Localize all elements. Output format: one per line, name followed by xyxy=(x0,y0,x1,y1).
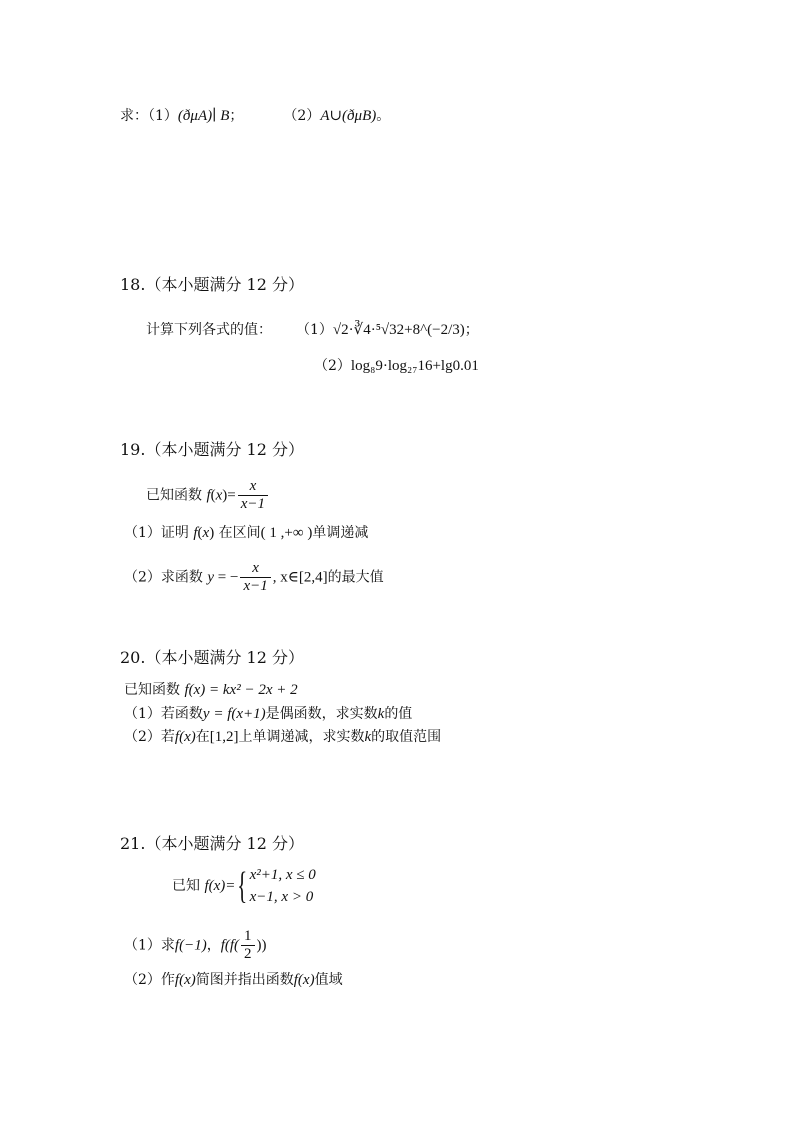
q21-p1-a: f(−1) xyxy=(174,937,207,954)
q21-heading: 21.（本小题满分 12 分） xyxy=(120,834,304,853)
q19-p2-fraction: $\frac{x}{x-1}$ xyxy=(240,560,270,595)
q21-p1-b-pre: f(f( xyxy=(220,937,240,954)
q19-p2-end: 的最大值 xyxy=(327,569,384,586)
q21-given-prefix: 已知 xyxy=(172,878,200,894)
q20-p2-label: （2）若 xyxy=(124,729,175,745)
q20-p2-expr: f(x) xyxy=(174,729,196,745)
q21-p1-den: 2 xyxy=(241,945,255,963)
q19-given-fraction: $\frac{x}{x-1}$ xyxy=(238,478,268,513)
q21-piecewise xyxy=(204,864,315,908)
q18-p2-label: （2） xyxy=(314,358,351,374)
q19-given-paren: (x)= xyxy=(210,487,236,504)
q20-given-expr: f(x) = kx² − 2x + 2 xyxy=(184,682,298,698)
q20-p2-end: 的取值范围 xyxy=(371,729,442,745)
q20-p1-mid: 是偶函数，求实数 xyxy=(265,706,378,722)
q20-p2-mid2: 上单调递减，求实数 xyxy=(238,729,365,745)
q17-part2: A∪(ðμB) xyxy=(320,108,377,124)
q21-p1-sep: ， xyxy=(206,937,221,954)
q21-p1-num: 1 xyxy=(244,928,252,944)
q19-p1-label: （1）证明 xyxy=(124,525,189,541)
q19-p2-label: （2）求函数 xyxy=(124,569,203,586)
q21-p2-label: （2）作 xyxy=(124,972,175,988)
q21-p1 xyxy=(124,928,267,963)
q20-p1-expr: y = f(x+1) xyxy=(202,706,266,722)
q21-given xyxy=(172,864,316,908)
q21-p2-f2: f(x) xyxy=(293,972,315,988)
q19-p2-y: y = − xyxy=(207,569,239,586)
q19-p1 xyxy=(124,523,368,543)
q21-given-func: f(x)= xyxy=(204,878,236,894)
q20-p1-var: k xyxy=(377,706,385,722)
q20-p2 xyxy=(124,727,441,747)
q21-p2-mid: 简图并指出函数 xyxy=(195,972,294,988)
q21-cases xyxy=(250,864,316,908)
q19-given-fx: f xyxy=(206,487,211,504)
q17-part1: (ðμA)∣ B xyxy=(177,108,230,124)
q20-p2-var: k xyxy=(364,729,372,745)
q20-p1 xyxy=(124,704,412,724)
q18-line2 xyxy=(314,356,479,376)
q20-p2-interval: [1,2] xyxy=(209,729,239,745)
q19-p1-mid: 在区间 xyxy=(218,525,261,541)
q21-p2 xyxy=(124,970,343,990)
q19-p2 xyxy=(124,560,384,595)
q18-p2-expr: log₈9·log₂₇16+lg0.01 xyxy=(350,358,479,374)
q18-p1-label: （1） xyxy=(296,322,333,338)
q21-case1: x²+1, x ≤ 0 xyxy=(249,867,316,883)
q17-end: 。 xyxy=(376,108,391,124)
q20-p1-label: （1）若函数 xyxy=(124,706,203,722)
q20-given-prefix: 已知函数 xyxy=(124,682,180,698)
q17-part2-label: （2） xyxy=(283,108,321,124)
q19-p1-interval: ( 1 ,+∞ ) xyxy=(260,525,313,541)
q19-p2-domain: , x∈[2,4] xyxy=(272,569,328,586)
q20-p2-mid: 在 xyxy=(195,729,210,745)
q19-p1-end: 单调递减 xyxy=(312,525,369,541)
q19-p1-fx: f(x) xyxy=(193,525,215,541)
q18-p1-expr: √2·∛4·⁵√32+8^(−2/3) xyxy=(332,322,465,338)
q21-p2-end: 值域 xyxy=(314,972,343,988)
q21-p1-fraction xyxy=(241,928,255,963)
q19-heading: 19.（本小题满分 12 分） xyxy=(120,440,304,459)
left-brace-icon: { xyxy=(237,865,248,907)
q20-heading: 20.（本小题满分 12 分） xyxy=(120,648,304,667)
q20-p1-end: 的值 xyxy=(384,706,413,722)
q18-intro: 计算下列各式的值： xyxy=(146,322,272,338)
q21-p2-f1: f(x) xyxy=(174,972,196,988)
q21-p1-b-post: )) xyxy=(256,937,267,954)
q21-case2: x−1, x > 0 xyxy=(249,889,314,905)
q18-line1 xyxy=(146,320,479,340)
q21-p1-label: （1）求 xyxy=(124,937,175,954)
q17-sep: ； xyxy=(229,108,244,124)
q19-given xyxy=(146,478,270,513)
q18-heading: 18.（本小题满分 12 分） xyxy=(120,275,304,294)
q18-p1-end: ； xyxy=(464,322,479,338)
q17-line xyxy=(120,106,390,126)
q20-given xyxy=(124,680,298,700)
q17-prefix: 求：（1） xyxy=(120,108,178,124)
q19-given-prefix: 已知函数 xyxy=(146,487,202,504)
